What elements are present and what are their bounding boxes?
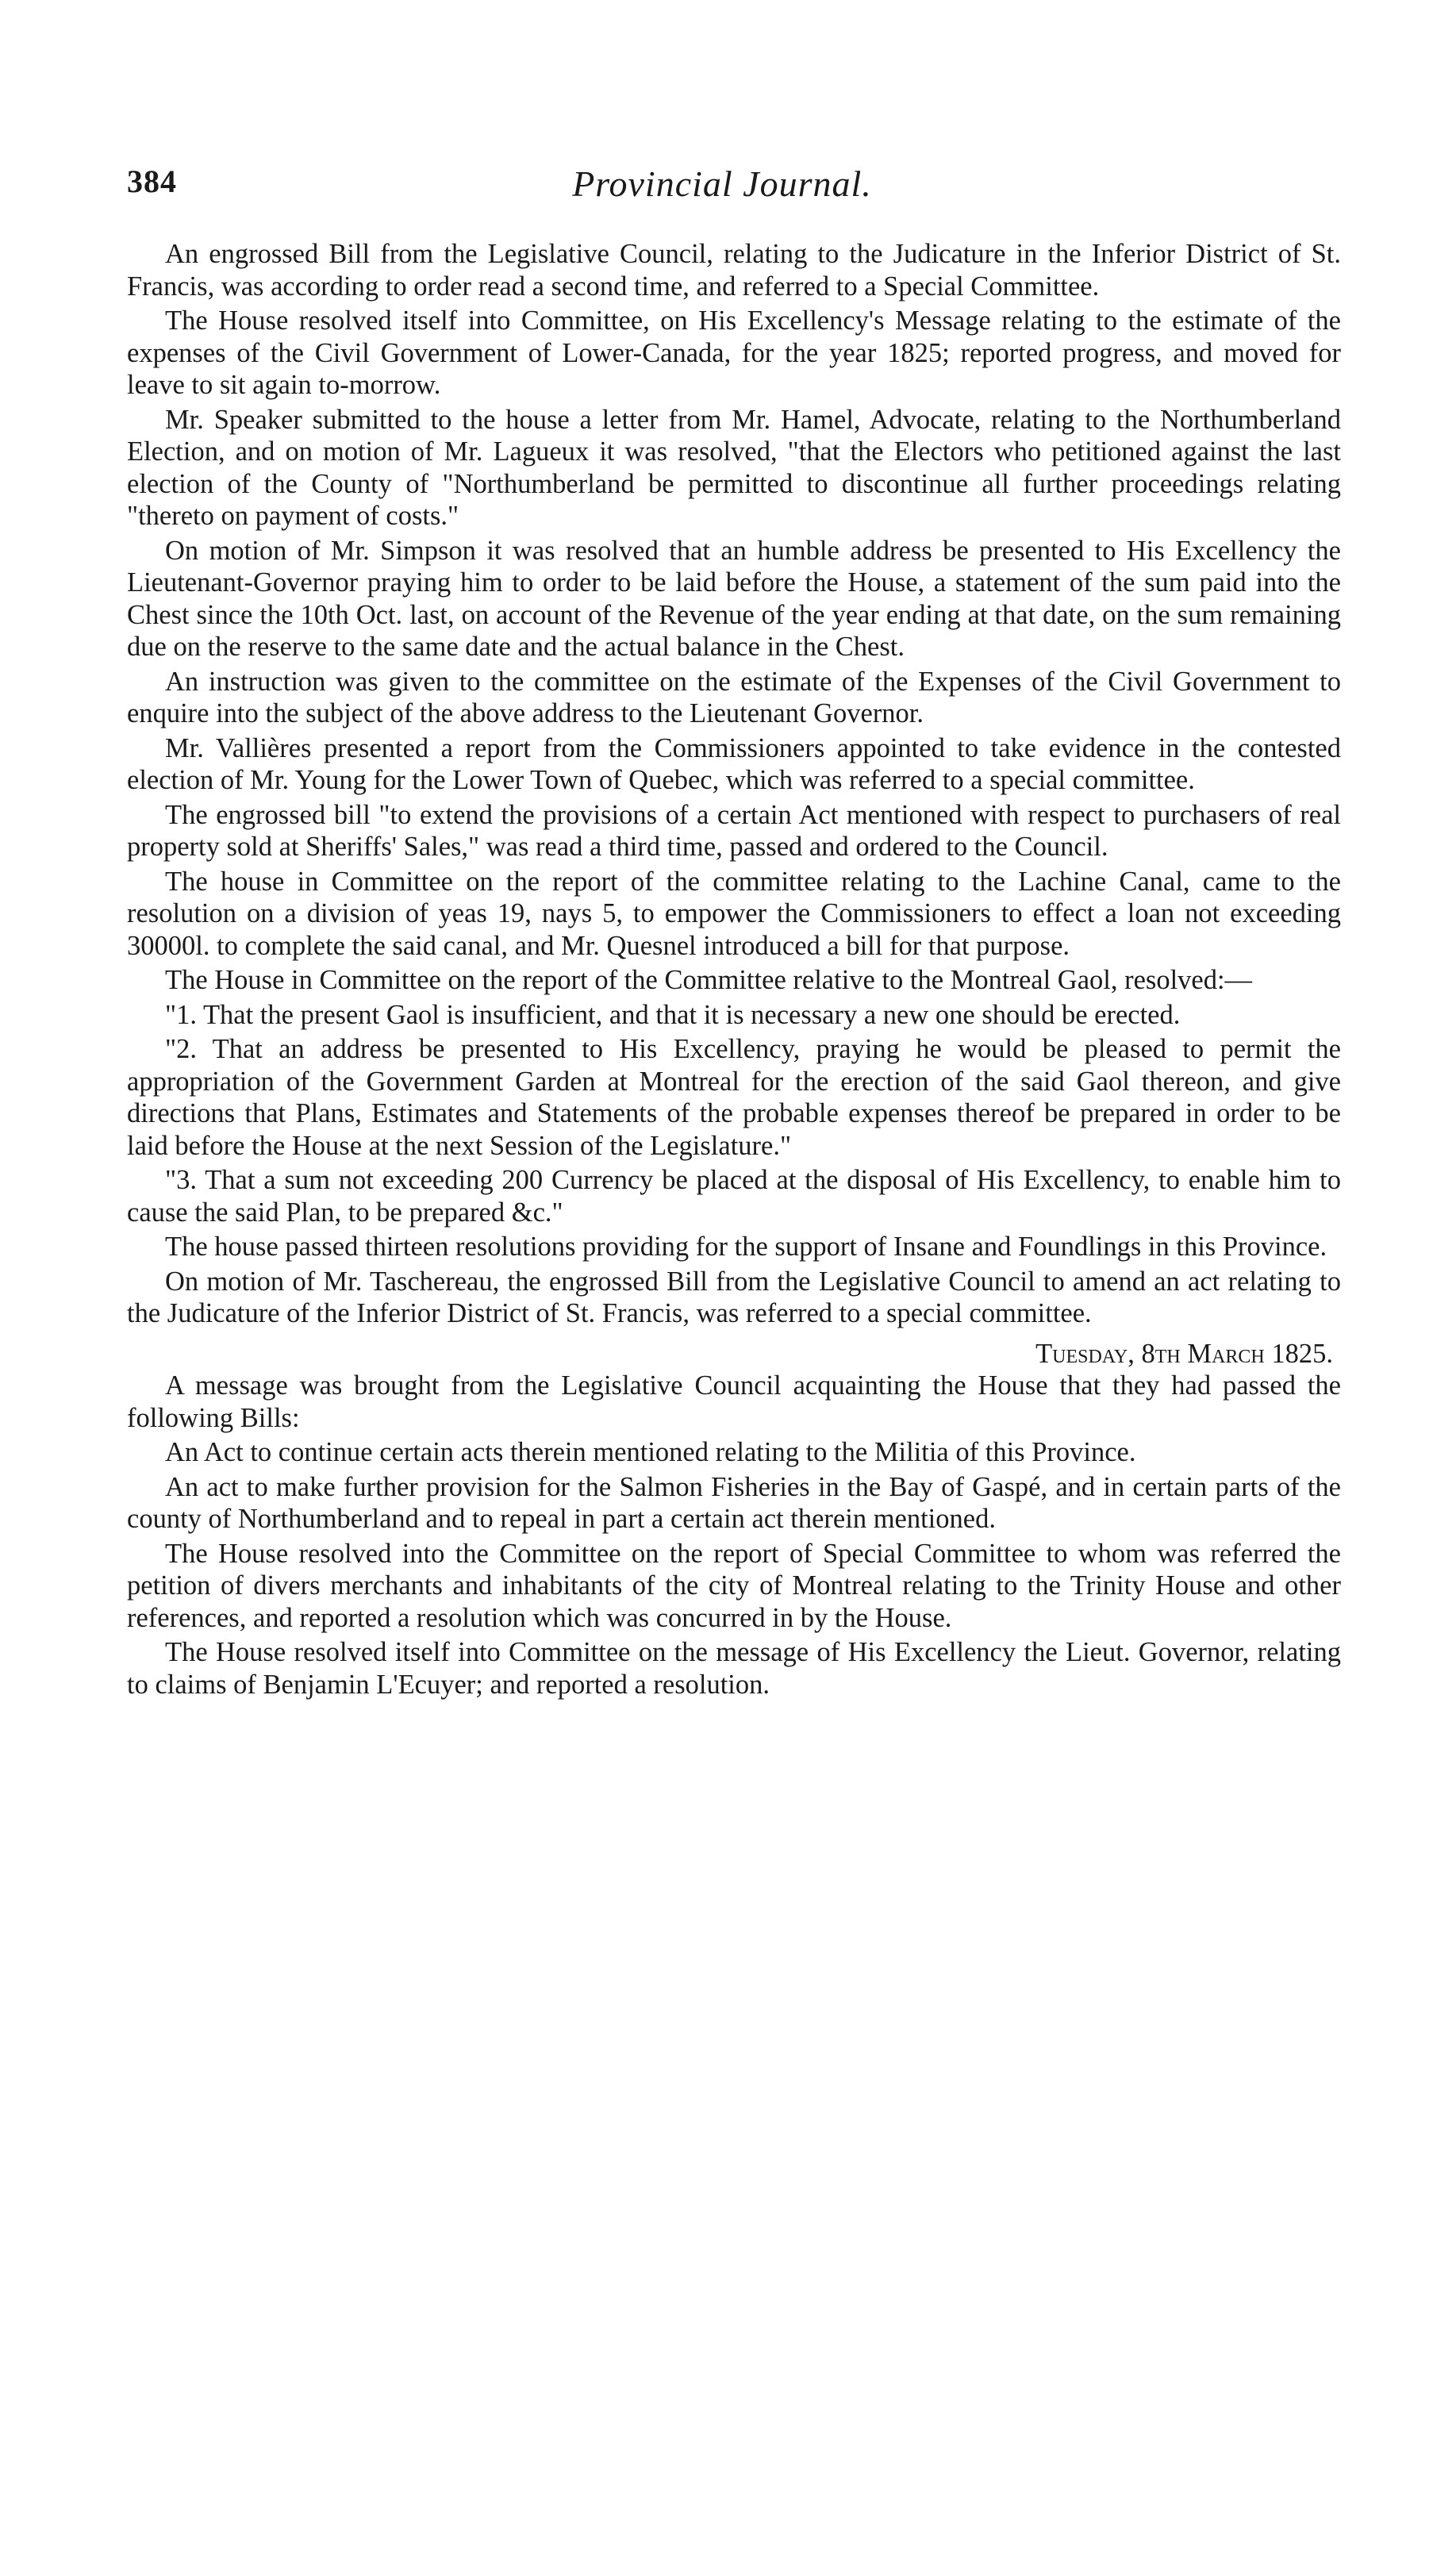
paragraph: The House resolved into the Committee on the report of Special Committee to whom was referred the petition of divers merchants and inhabitants of the city of Montreal relating to the Trinity House and other references, and reported a resolution which was concurred in by the House. xyxy=(127,1538,1341,1633)
paragraph: The house passed thirteen resolutions providing for the support of Insane and Foundlings in this Province. xyxy=(165,1232,1327,1262)
paragraph: The House resolved itself into Committee on the message of His Excellency the Lieut. Governor, relating to claims of Benjamin L'Ecuyer; and reported a resolution. xyxy=(127,1637,1341,1700)
resolution-item: "2. That an address be presented to His Excellency, praying he would be pleased to permit the appropriation of the Government Garden at Montreal for the erection of the said Gaol thereon, and give directions that Plans, Estimates and Statements of the probable expenses thereof be prepared in order to be laid before the House at the next Session of the Legislature." xyxy=(127,1034,1341,1161)
paragraph: The House in Committee on the report of the Committee relative to the Montreal Gaol, resolved:— xyxy=(165,965,1253,995)
resolution-item: "1. That the present Gaol is insufficient, and that it is necessary a new one should be erected. xyxy=(165,999,1181,1030)
paragraph: Mr. Speaker submitted to the house a letter from Mr. Hamel, Advocate, relating to the Northumberland Election, and on motion of Mr. Lagueux it was resolved, "that the Electors who petitioned against the last election of the County of "Northumberland be permitted to discontinue all further proceedings relating "thereto on payment of costs." xyxy=(127,404,1341,531)
running-head: Provincial Journal. xyxy=(572,163,872,204)
paragraph: An Act to continue certain acts therein mentioned relating to the Militia of this Province. xyxy=(165,1437,1136,1467)
paragraph: A message was brought from the Legislative Council acquainting the House that they had passed the following Bills: xyxy=(127,1370,1341,1433)
paragraph: The house in Committee on the report of the committee relating to the Lachine Canal, came to the resolution on a division of yeas 19, nays 5, to empower the Commissioners to effect a loan not exceeding 30000l. to complete the said canal, and Mr. Quesnel introduced a bill for that purpose. xyxy=(127,866,1341,961)
journal-body xyxy=(127,238,1341,1703)
page-header xyxy=(127,163,1317,218)
paragraph: Mr. Vallières presented a report from the Commissioners appointed to take evidence in the contested election of Mr. Young for the Lower Town of Quebec, which was referred to a special committee. xyxy=(127,732,1341,795)
paragraph: An act to make further provision for the Salmon Fisheries in the Bay of Gaspé, and in certain parts of the county of Northumberland and to repeal in part a certain act therein mentioned. xyxy=(127,1471,1341,1534)
paragraph: On motion of Mr. Simpson it was resolved that an humble address be presented to His Excellency the Lieutenant-Governor praying him to order to be laid before the House, a statement of the sum paid into the Chest since the 10th Oct. last, on account of the Revenue of the year ending at that date, on the sum remaining due on the reserve to the same date and the actual balance in the Chest. xyxy=(127,535,1341,662)
resolution-item: "3. That a sum not exceeding 200 Currency be placed at the disposal of His Excellency, to enable him to cause the said Plan, to be prepared &c." xyxy=(127,1165,1341,1228)
page-number: 384 xyxy=(127,163,177,199)
paragraph: An instruction was given to the committee on the estimate of the Expenses of the Civil Government to enquire into the subject of the above address to the Lieutenant Governor. xyxy=(127,666,1341,728)
paragraph: The engrossed bill "to extend the provisions of a certain Act mentioned with respect to purchasers of real property sold at Sheriffs' Sales," was read a third time, passed and ordered to the Council. xyxy=(127,799,1341,862)
paragraph: An engrossed Bill from the Legislative Council, relating to the Judicature in the Inferior District of St. Francis, was according to order read a second time, and referred to a Special Committee. xyxy=(127,239,1341,302)
session-dateline: Tuesday, 8th March 1825. xyxy=(1035,1338,1333,1369)
paragraph: The House resolved itself into Committee, on His Excellency's Message relating to the estimate of the expenses of the Civil Government of Lower-Canada, for the year 1825; reported progress, and moved for leave to sit again to-morrow. xyxy=(127,306,1341,400)
paragraph: On motion of Mr. Taschereau, the engrossed Bill from the Legislative Council to amend an act relating to the Judicature of the Inferior District of St. Francis, was referred to a special committee. xyxy=(127,1266,1341,1328)
